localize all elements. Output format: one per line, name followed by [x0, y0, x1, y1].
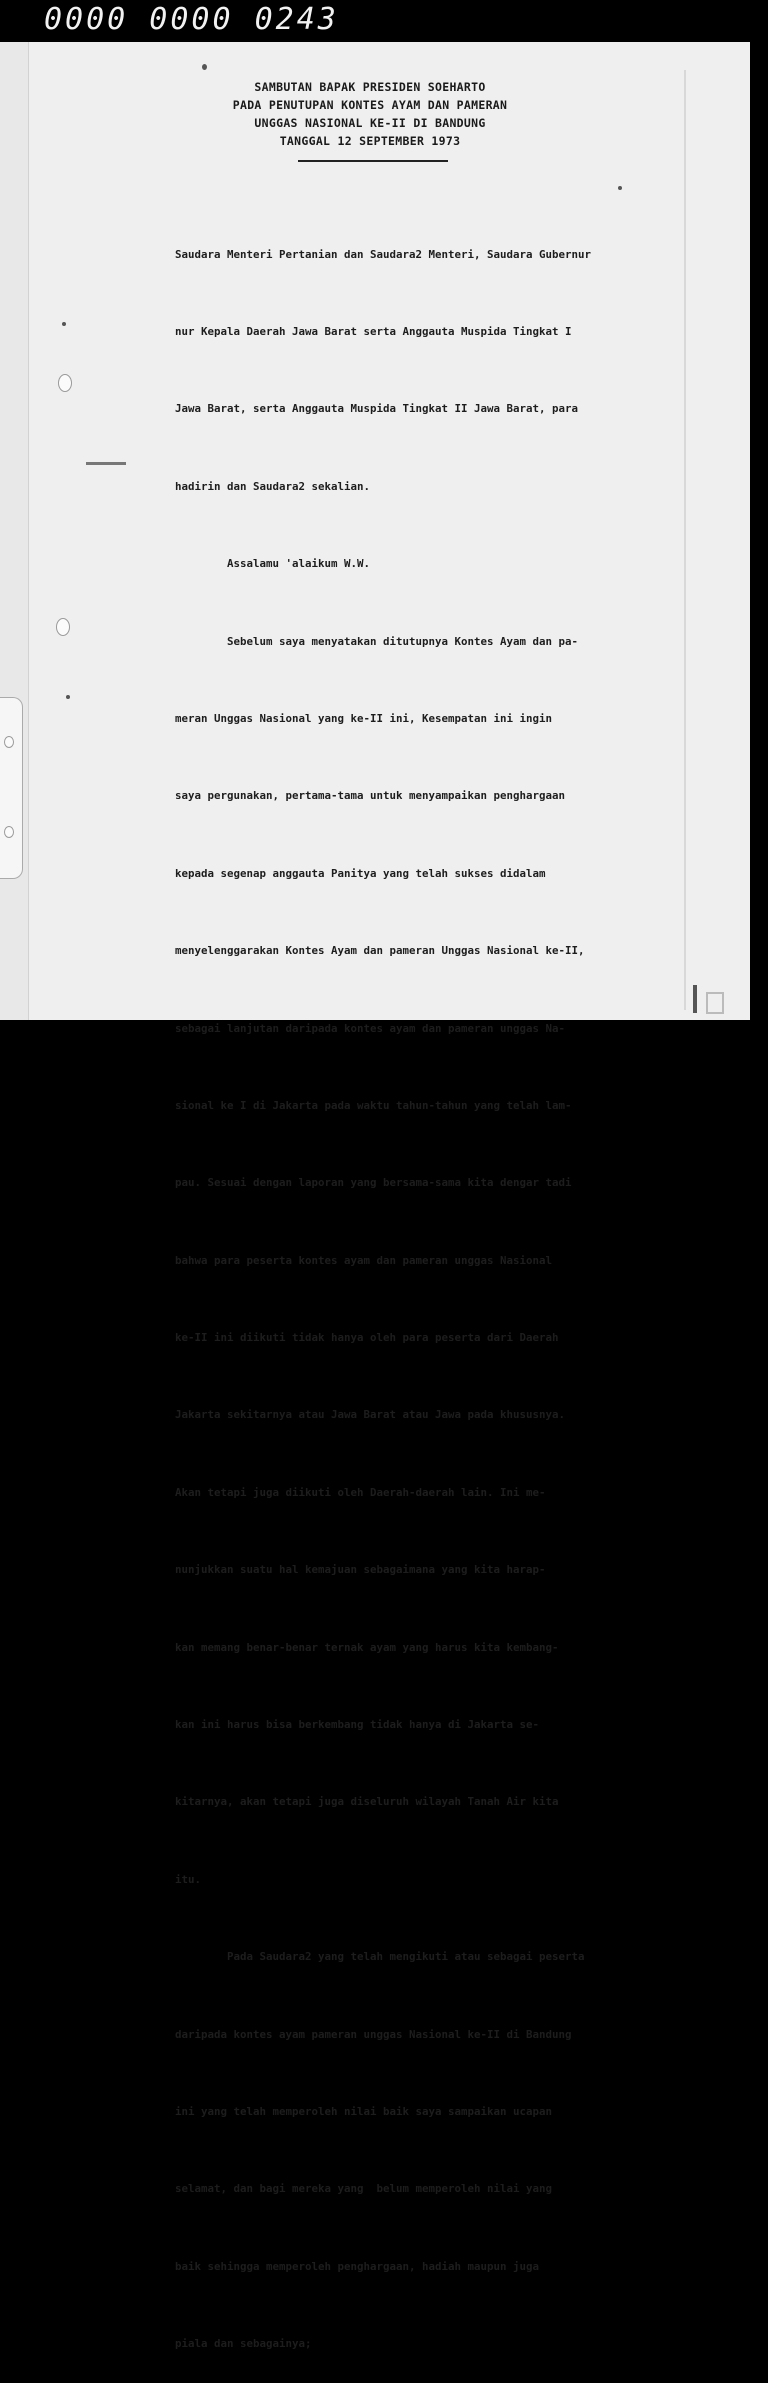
body-line: kan memang benar-benar ternak ayam yang harus kita kembang-: [175, 1640, 559, 1654]
body-line: ke-II ini diikuti tidak hanya oleh para peserta dari Daerah: [175, 1331, 559, 1345]
body-line: saya pergunakan, pertama-tama untuk menyampaikan penghargaan: [175, 789, 566, 803]
frame-number: 0000 0000 0243: [44, 2, 339, 37]
title-line: TANGGAL 12 SEPTEMBER 1973: [279, 134, 461, 148]
body-line: baik sehingga memperoleh penghargaan, hadiah maupun juga: [175, 2259, 540, 2273]
page-edge: [684, 70, 686, 1010]
body-line: Jawa Barat, serta Anggauta Muspida Tingkat II Jawa Barat, para: [175, 402, 579, 416]
document-title: [170, 78, 570, 150]
punch-hole: [56, 618, 70, 636]
body-line: sebagai lanjutan daripada kontes ayam dan pameran unggas Na-: [175, 1021, 566, 1035]
microfilm-header-bar: [0, 0, 768, 42]
body-line: meran Unggas Nasional yang ke-II ini, Kesempatan ini ingin: [175, 711, 553, 725]
body-line: Assalamu 'alaikum W.W.: [175, 557, 371, 571]
title-line: SAMBUTAN BAPAK PRESIDEN SOEHARTO: [254, 80, 486, 94]
body-line: pau. Sesuai dengan laporan yang bersama-sama kita dengar tadi: [175, 1176, 572, 1190]
body-line: selamat, dan bagi mereka yang belum memperoleh nilai yang: [175, 2182, 553, 2196]
title-line: PADA PENUTUPAN KONTES AYAM DAN PAMERAN: [232, 98, 508, 112]
body-line: kepada segenap anggauta Panitya yang telah sukses didalam: [175, 866, 546, 880]
body-line: Akan tetapi juga diikuti oleh Daerah-daerah lain. Ini me-: [175, 1485, 546, 1499]
film-corner-mark: [706, 992, 724, 1014]
punch-hole: [58, 374, 72, 392]
body-line: Sebelum saya menyatakan ditutupnya Kontes Ayam dan pa-: [175, 634, 579, 648]
title-underline: [298, 160, 448, 162]
film-edge-mark: [693, 985, 697, 1013]
body-line: daripada kontes ayam pameran unggas Nasional ke-II di Bandung: [175, 2027, 572, 2041]
body-line: Saudara Menteri Pertanian dan Saudara2 Menteri, Saudara Gubernur: [175, 247, 592, 261]
punch-hole: [4, 826, 14, 838]
margin-speck: [62, 322, 66, 326]
body-line: piala dan sebagainya;: [175, 2337, 312, 2351]
margin-mark: [86, 462, 126, 465]
body-line: itu.: [175, 1872, 202, 1886]
body-line: Jakarta sekitarnya atau Jawa Barat atau Jawa pada khususnya.: [175, 1408, 566, 1422]
punch-hole: [4, 736, 14, 748]
speech-body: [175, 190, 670, 2383]
margin-speck: [66, 695, 70, 699]
body-line: kan ini harus bisa berkembang tidak hanya di Jakarta se-: [175, 1718, 540, 1732]
title-line: UNGGAS NASIONAL KE-II DI BANDUNG: [254, 116, 486, 130]
body-line: bahwa para peserta kontes ayam dan pameran unggas Nasional: [175, 1253, 553, 1267]
body-line: kitarnya, akan tetapi juga diseluruh wilayah Tanah Air kita: [175, 1795, 559, 1809]
body-line: Pada Saudara2 yang telah mengikuti atau sebagai peserta: [175, 1950, 585, 1964]
body-line: sional ke I di Jakarta pada waktu tahun-tahun yang telah lam-: [175, 1098, 572, 1112]
binder-tab: [0, 697, 23, 879]
body-line: menyelenggarakan Kontes Ayam dan pameran Unggas Nasional ke-II,: [175, 944, 585, 958]
page-speck: [202, 64, 207, 70]
body-line: hadirin dan Saudara2 sekalian.: [175, 479, 371, 493]
body-line: ini yang telah memperoleh nilai baik saya sampaikan ucapan: [175, 2104, 553, 2118]
body-line: nur Kepala Daerah Jawa Barat serta Anggauta Muspida Tingkat I: [175, 324, 572, 338]
body-line: nunjukkan suatu hal kemajuan sebagaimana yang kita harap-: [175, 1563, 546, 1577]
